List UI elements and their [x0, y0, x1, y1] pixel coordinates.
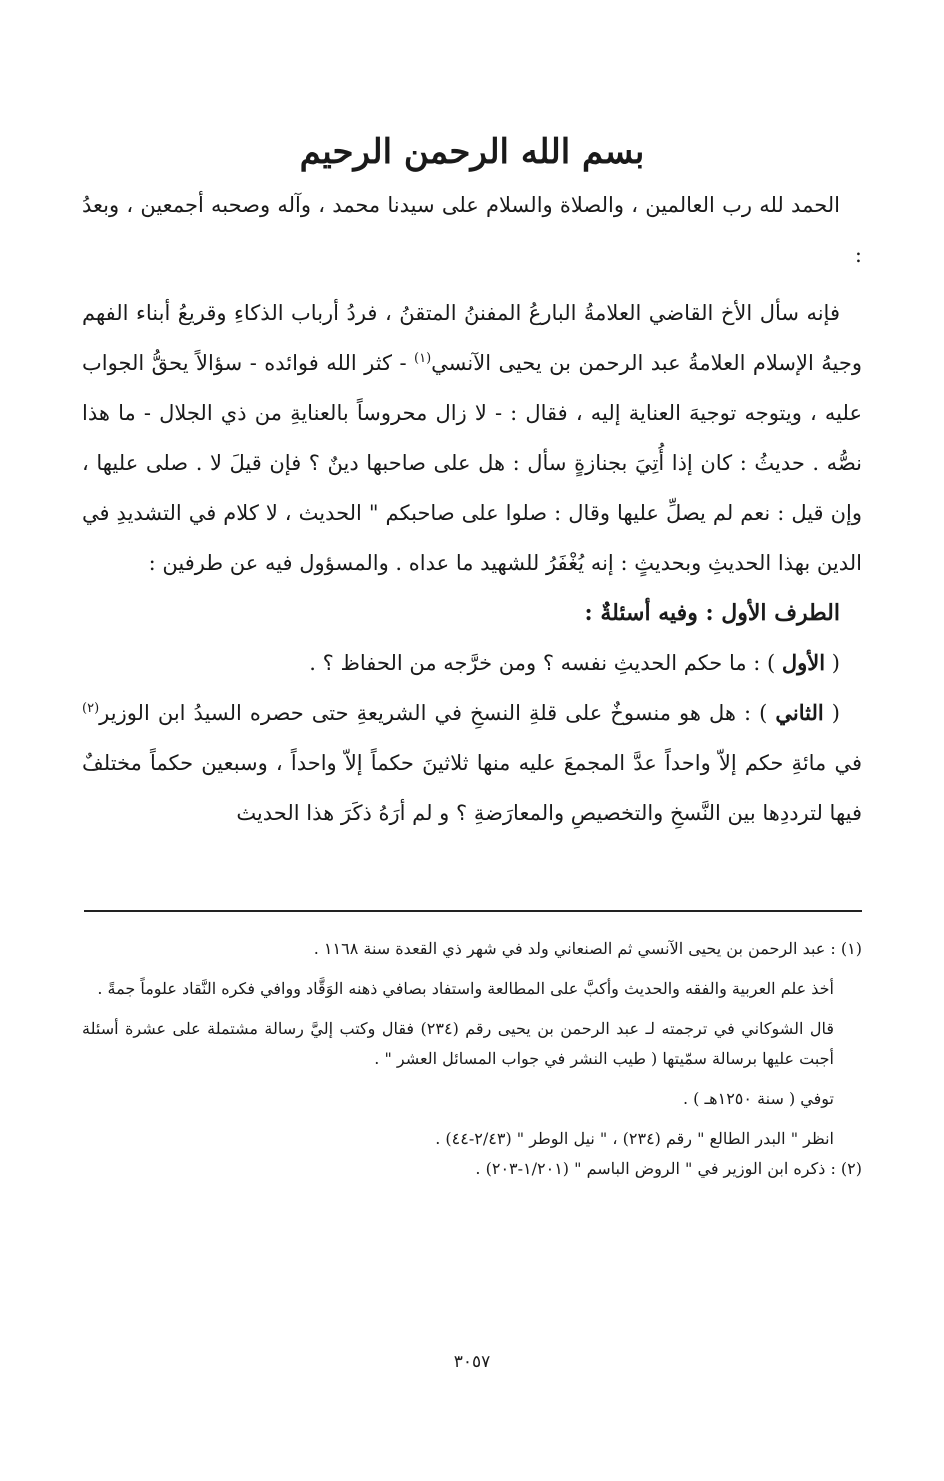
- footnote-1-sources: انظر " البدر الطالع " رقم (٢٣٤) ، " نيل الوطر " (٢/٤٣-٤٤) .: [435, 1129, 834, 1148]
- question-first-label: الأول: [781, 650, 826, 675]
- footnote-marker-1: (١): [414, 351, 432, 366]
- footnote-2: (٢) : ذكره ابن الوزير في " الروض الباسم " (١/٢٠١-٢٠٣) .: [475, 1159, 862, 1178]
- question-second: ( الثاني ) : هل هو منسوخٌ على قلةِ النسخِ في الشريعةِ حتى حصره السيدُ ابن الوزير$^{(٢)}$ في مائةِ حكم إلاّ واحداً عدَّ المجمعَ عليه منها ثلاثينَ حكماً إلاّ واحداً ، وسبعين حكماً مختلفٌ فيها لترددِها بين النَّسخِ والتخصيصِ والمعارَضةِ ؟ و لم أرَهُ ذكَرَ هذا الحديث: [82, 700, 862, 825]
- footnote-1-bio: أخذ علم العربية والفقه والحديث وأكبَّ على المطالعة واستفاد بصافي ذهنه الوَقَّاد ووافي فكره النَّقاد علوماً جمةً .: [97, 979, 834, 998]
- footnote-separator: [84, 910, 862, 912]
- footnote-marker-2: (٢): [82, 701, 100, 716]
- part-heading: الطرف الأول : وفيه أسئلةٌ :: [584, 600, 840, 626]
- footnote-1-shawkani: قال الشوكاني في ترجمته لـ عبد الرحمن بن يحيى رقم (٢٣٤) فقال وكتب إليَّ رسالة مشتملة على عشرة أسئلة أجبت عليها برسالة سمّيتها ( طيب النشر في جواب المسائل العشر " .: [82, 1019, 835, 1068]
- question-first: ( الأول ) : ما حكم الحديثِ نفسه ؟ ومن خرَّجه من الحفاظ ؟ .: [309, 650, 840, 675]
- footnote-1: (١) : عبد الرحمن بن يحيى الآنسي ثم الصنعاني ولد في شهر ذي القعدة سنة ١١٦٨ .: [313, 939, 862, 958]
- question-paragraph: [82, 288, 862, 588]
- question-second-text-part-1: ) : هل هو منسوخٌ على قلةِ النسخِ في الشريعةِ حتى حصره السيدُ ابن الوزير: [99, 701, 776, 725]
- question-text-part-1: فإنه سأل الأخ القاضي العلامةُ البارعُ المفننُ المتقنُ ، فردُ أرباب الذكاءِ وقريعُ أبناء الفهم وجيهُ الإسلام العلامةُ عبد الرحمن بن يحيى الآنسي: [82, 301, 862, 375]
- main-text: [82, 180, 862, 838]
- question-second-label: الثاني: [775, 700, 824, 725]
- page-number: ٣٠٥٧: [453, 1352, 491, 1372]
- question-text-part-2: - كثر الله فوائده - سؤالاً يحقُّ الجواب عليه ، ويتوجه توجيهَ العناية إليه ، فقال : - لا زال محروساً بالعنايةِ من ذي الجلال - ما هذا نصُّه . حديثُ : كان إذا أُتِيَ بجنازةٍ سأل : هل على صاحبها دينٌ ؟ فإن قيلَ لا . صلى عليها ، وإن قيل : نعم لم يصلِّ عليها وقال : صلوا على صاحبكم " الحديث ، لا كلام في التشديدِ في الدين بهذا الحديثِ وبحديثٍ : إنه يُغْفَرُ للشهيد ما عداه . والمسؤول فيه عن طرفين :: [82, 351, 862, 575]
- question-second-text-part-2: في مائةِ حكم إلاّ واحداً عدَّ المجمعَ عليه منها ثلاثينَ حكماً إلاّ واحداً ، وسبعين حكماً مختلفٌ فيها لترددِها بين النَّسخِ والتخصيصِ والمعارَضةِ ؟ و لم أرَهُ ذكَرَ هذا الحديث: [82, 751, 862, 825]
- footnote-1-death: توفي ( سنة ١٢٥٠هـ ) .: [682, 1089, 834, 1108]
- page-title: بسم الله الرحمن الرحيم: [299, 132, 645, 172]
- opening-paragraph: الحمد لله رب العالمين ، والصلاة والسلام على سيدنا محمد ، وآله وصحبه أجمعين ، وبعدُ :: [82, 193, 862, 267]
- question-first-text: ) : ما حكم الحديثِ نفسه ؟ ومن خرَّجه من الحفاظ ؟ .: [309, 651, 782, 675]
- footnotes: [82, 934, 862, 1184]
